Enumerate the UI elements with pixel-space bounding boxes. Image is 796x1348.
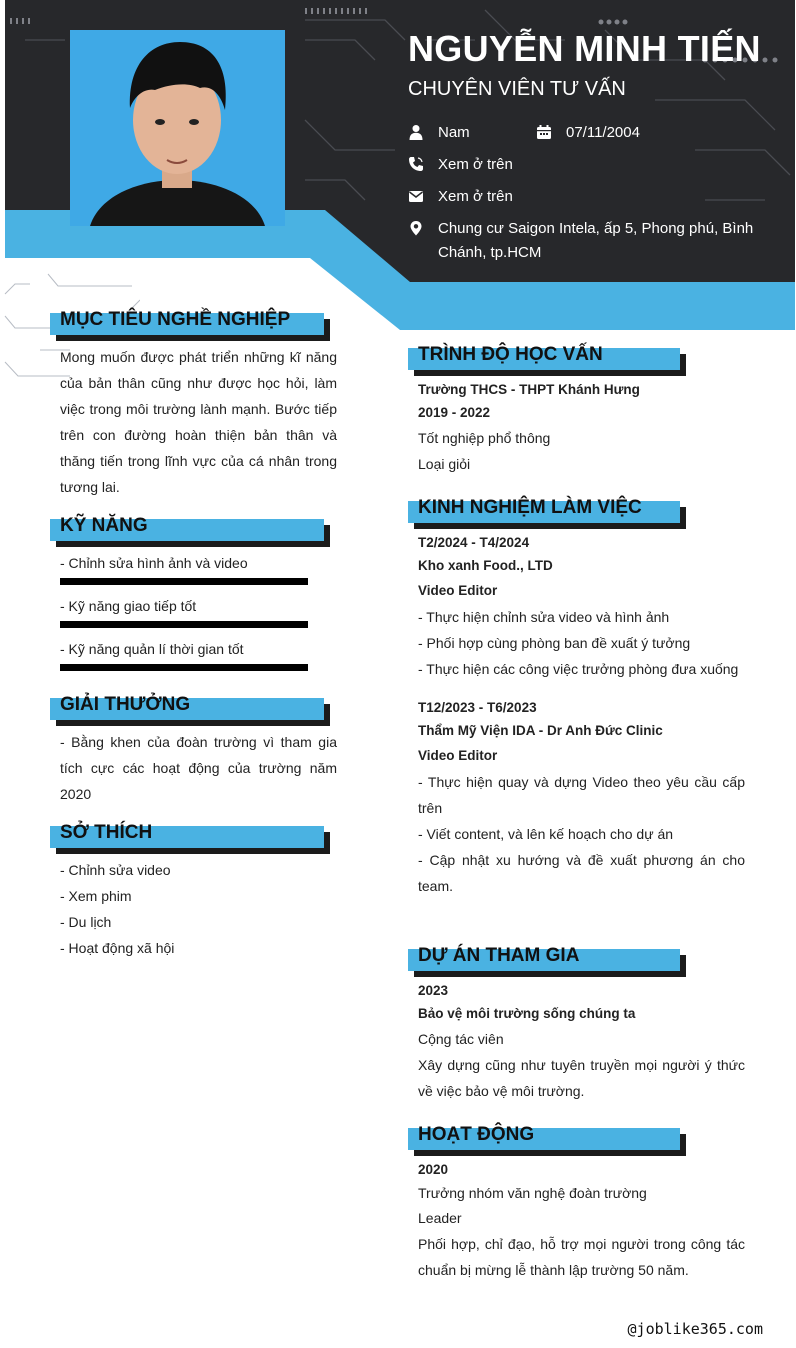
awards-heading [50,694,324,730]
job-duty: - Cập nhật xu hướng và đề xuất phương án cho team. [418,852,745,894]
watermark: @joblike365.com [627,1320,763,1338]
gender-row [408,121,538,145]
phone-icon [408,156,424,172]
skill-item: - Kỹ năng giao tiếp tốt [60,598,197,614]
address-line-2: Chánh, tp.HCM [438,244,542,261]
job-duty: - Phối hợp cùng phòng ban đề xuất ý tưởng [418,635,691,651]
project-year: 2023 [418,983,449,998]
birthdate-row [536,121,686,145]
activity-role: Leader [418,1210,462,1226]
job-period: T12/2023 - T6/2023 [418,700,537,715]
job-duty: - Viết content, và lên kế hoạch cho dự án [418,826,674,842]
skill-item: - Chỉnh sửa hình ảnh và video [60,555,248,571]
job-duty: - Thực hiện các công việc trưởng phòng đưa xuống [418,661,739,677]
job-duty: - Thực hiện chỉnh sửa video và hình ảnh [418,609,670,625]
hobby-item: - Hoạt động xã hội [60,940,175,956]
skill-bar [60,664,308,671]
skills-heading [50,515,324,551]
skill-bar [60,578,308,585]
experience-heading [408,497,680,533]
phone-row [408,153,608,177]
education-period: 2019 - 2022 [418,405,491,420]
skill-bar [60,621,308,628]
candidate-role: CHUYÊN VIÊN TƯ VẤN [408,78,626,100]
hobbies-title: SỞ THÍCH [60,822,153,843]
education-heading [408,344,680,380]
project-name: Bảo vệ môi trường sống chúng ta [418,1006,636,1021]
map-pin-icon [408,220,424,236]
hobbies-heading [50,822,324,858]
hobby-item: - Xem phim [60,888,132,904]
job-position: Video Editor [418,748,498,763]
calendar-icon [536,124,552,140]
activity-name: Trưởng nhóm văn nghệ đoàn trường [418,1185,647,1201]
objective-text: Mong muốn được phát triển những kĩ năng của bản thân cũng như được học hỏi, làm việc trong môi trường lành mạnh. Bước tiếp trên con đường hoàn thiện bản thân và thăng tiến trong lĩnh vực của cá nhân trong tương lai. [60,349,337,495]
project-role: Cộng tác viên [418,1031,504,1047]
skill-item: - Kỹ năng quản lí thời gian tốt [60,641,244,657]
education-title: TRÌNH ĐỘ HỌC VẤN [418,344,603,365]
address-line-1: Chung cư Saigon Intela, ấp 5, Phong phú, Bình [438,220,754,237]
birthdate-value: 07/11/2004 [566,124,640,141]
awards-text: - Bằng khen của đoàn trường vì tham gia tích cực các hoạt động của trường năm 2020 [60,734,337,802]
job-company: Kho xanh Food., LTD [418,558,553,573]
hobby-item: - Chỉnh sửa video [60,862,171,878]
projects-heading [408,945,680,981]
activities-heading [408,1124,680,1160]
hobby-item: - Du lịch [60,914,112,930]
skills-title: KỸ NĂNG [60,515,148,536]
education-line: Tốt nghiệp phổ thông [418,430,551,446]
job-position: Video Editor [418,583,498,598]
project-description: Xây dựng cũng như tuyên truyền mọi người ý thức về việc bảo vệ môi trường. [418,1057,745,1099]
objective-title: MỤC TIÊU NGHỀ NGHIỆP [60,309,291,330]
education-line: Loại giỏi [418,456,471,472]
job-duty: - Thực hiện quay và dựng Video theo yêu cầu cấp trên [418,774,745,816]
address-row [408,217,778,265]
avatar [70,30,285,226]
projects-title: DỰ ÁN THAM GIA [418,945,580,966]
job-period: T2/2024 - T4/2024 [418,535,530,550]
email-value: Xem ở trên [438,188,513,205]
education-school: Trường THCS - THPT Khánh Hưng [418,382,640,397]
objective-heading [50,309,324,345]
activity-description: Phối hợp, chỉ đạo, hỗ trợ mọi người trong công tác chuẩn bị mừng lễ thành lập trường 50 năm. [418,1236,745,1278]
activity-year: 2020 [418,1162,449,1177]
awards-title: GIẢI THƯỞNG [60,694,191,715]
job-company: Thẩm Mỹ Viện IDA - Dr Anh Đức Clinic [418,723,663,738]
phone-value: Xem ở trên [438,156,513,173]
profile-photo [70,30,285,226]
envelope-icon [408,188,424,204]
experience-title: KINH NGHIỆM LÀM VIỆC [418,497,642,518]
activities-title: HOẠT ĐỘNG [418,1124,535,1145]
email-row [408,185,608,209]
candidate-name: NGUYỄN MINH TIẾN [408,28,761,69]
user-icon [408,124,424,140]
gender-value: Nam [438,124,470,141]
